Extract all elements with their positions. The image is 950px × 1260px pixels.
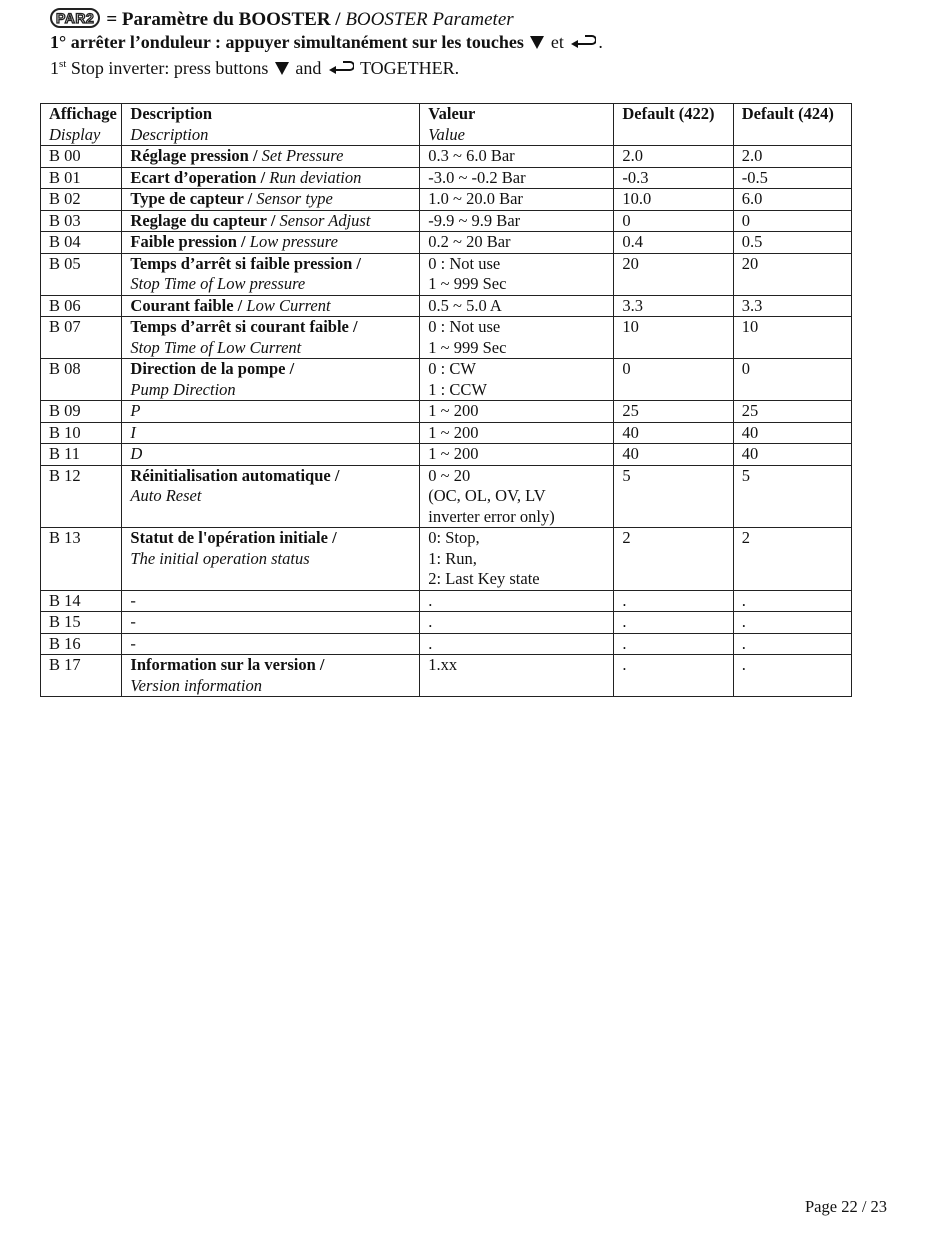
cell-description: - (122, 633, 420, 655)
instruction-english-sup: st (59, 58, 67, 70)
cell-default-424: 2.0 (733, 146, 851, 168)
cell-display-code: B 12 (41, 465, 122, 528)
cell-description: Réinitialisation automatique / Auto Reset (122, 465, 420, 528)
cell-display-code: B 02 (41, 189, 122, 211)
cell-default-422: 40 (614, 444, 733, 466)
cell-default-422: -0.3 (614, 167, 733, 189)
cell-default-422: 2.0 (614, 146, 733, 168)
cell-description: Direction de la pompe / Pump Direction (122, 359, 420, 401)
instruction-french (50, 31, 910, 53)
cell-description: - (122, 612, 420, 634)
cell-value: -9.9 ~ 9.9 Bar (420, 210, 614, 232)
cell-default-422: 3.3 (614, 295, 733, 317)
cell-value: 0: Stop, 1: Run, 2: Last Key state (420, 528, 614, 591)
instruction-english-and: and (295, 58, 322, 78)
cell-value: 0 : Not use 1 ~ 999 Sec (420, 317, 614, 359)
header-default-422: Default (422) (614, 104, 733, 146)
instruction-french-text: 1° arrêter l’onduleur : appuyer simultanément sur les touches (50, 32, 524, 52)
cell-display-code: B 06 (41, 295, 122, 317)
cell-value: 0 : Not use 1 ~ 999 Sec (420, 253, 614, 295)
table-body (41, 146, 852, 697)
cell-default-422: . (614, 633, 733, 655)
page-number: Page 22 / 23 (805, 1197, 888, 1216)
cell-value: 0.5 ~ 5.0 A (420, 295, 614, 317)
cell-value: . (420, 612, 614, 634)
table-row (41, 146, 852, 168)
instruction-english (50, 53, 910, 79)
cell-description: Information sur la version / Version information (122, 655, 420, 697)
header-display: Affichage Display (41, 104, 122, 146)
cell-default-424: 5 (733, 465, 851, 528)
cell-default-424: . (733, 655, 851, 697)
instruction-english-prefix: 1 (50, 58, 59, 78)
down-arrow-icon (530, 36, 544, 49)
cell-display-code: B 09 (41, 401, 122, 423)
cell-display-code: B 07 (41, 317, 122, 359)
table-header-row (41, 104, 852, 146)
cell-description: Statut de l'opération initiale / The initial operation status (122, 528, 420, 591)
page-header (50, 8, 910, 79)
header-default-424: Default (424) (733, 104, 851, 146)
cell-value: 1 ~ 200 (420, 422, 614, 444)
table-row (41, 655, 852, 697)
cell-default-424: . (733, 590, 851, 612)
cell-value: 1.0 ~ 20.0 Bar (420, 189, 614, 211)
cell-value: . (420, 633, 614, 655)
table-row (41, 295, 852, 317)
cell-default-424: 0 (733, 359, 851, 401)
cell-default-424: 6.0 (733, 189, 851, 211)
cell-description: Réglage pression / Set Pressure (122, 146, 420, 168)
cell-description: I (122, 422, 420, 444)
cell-default-422: 20 (614, 253, 733, 295)
cell-default-424: 25 (733, 401, 851, 423)
cell-default-422: . (614, 590, 733, 612)
table-row (41, 359, 852, 401)
title-english: BOOSTER Parameter (345, 9, 514, 30)
cell-default-422: 25 (614, 401, 733, 423)
table-row (41, 253, 852, 295)
cell-description: Temps d’arrêt si faible pression / Stop Time of Low pressure (122, 253, 420, 295)
title-line (50, 8, 910, 31)
instruction-french-end: . (598, 32, 603, 52)
instruction-french-et: et (550, 32, 564, 52)
cell-default-422: 10 (614, 317, 733, 359)
cell-default-424: 20 (733, 253, 851, 295)
cell-display-code: B 11 (41, 444, 122, 466)
cell-default-424: 10 (733, 317, 851, 359)
cell-default-422: 2 (614, 528, 733, 591)
instruction-english-text: Stop inverter: press buttons (66, 58, 269, 78)
cell-value: 0 ~ 20 (OC, OL, OV, LV inverter error only) (420, 465, 614, 528)
cell-default-424: 40 (733, 422, 851, 444)
booster-parameter-table (40, 103, 852, 697)
cell-default-422: 0.4 (614, 232, 733, 254)
cell-default-422: 10.0 (614, 189, 733, 211)
cell-default-422: . (614, 612, 733, 634)
cell-display-code: B 01 (41, 167, 122, 189)
cell-display-code: B 04 (41, 232, 122, 254)
cell-value: 1 ~ 200 (420, 401, 614, 423)
cell-default-422: 0 (614, 359, 733, 401)
cell-value: -3.0 ~ -0.2 Bar (420, 167, 614, 189)
cell-display-code: B 03 (41, 210, 122, 232)
cell-display-code: B 14 (41, 590, 122, 612)
cell-default-424: -0.5 (733, 167, 851, 189)
cell-default-424: . (733, 633, 851, 655)
cell-default-422: . (614, 655, 733, 697)
par2-badge: PAR2 (50, 8, 100, 28)
cell-description: Ecart d’operation / Run deviation (122, 167, 420, 189)
cell-default-424: 0.5 (733, 232, 851, 254)
title-french: = Paramètre du BOOSTER / (106, 9, 346, 30)
cell-description: Type de capteur / Sensor type (122, 189, 420, 211)
cell-default-422: 40 (614, 422, 733, 444)
cell-default-424: 2 (733, 528, 851, 591)
cell-value: 1 ~ 200 (420, 444, 614, 466)
header-value: Valeur Value (420, 104, 614, 146)
table-row (41, 465, 852, 528)
table-row (41, 189, 852, 211)
cell-value: 0.3 ~ 6.0 Bar (420, 146, 614, 168)
cell-default-424: 40 (733, 444, 851, 466)
table-row (41, 422, 852, 444)
cell-display-code: B 13 (41, 528, 122, 591)
cell-display-code: B 15 (41, 612, 122, 634)
cell-default-424: . (733, 612, 851, 634)
cell-description: Reglage du capteur / Sensor Adjust (122, 210, 420, 232)
cell-value: 0 : CW 1 : CCW (420, 359, 614, 401)
cell-default-424: 0 (733, 210, 851, 232)
table-row (41, 528, 852, 591)
cell-display-code: B 05 (41, 253, 122, 295)
cell-description: Faible pression / Low pressure (122, 232, 420, 254)
table-row (41, 590, 852, 612)
table-row (41, 633, 852, 655)
down-arrow-icon (275, 62, 289, 75)
enter-key-icon (570, 34, 596, 50)
enter-key-icon (328, 60, 354, 76)
cell-description: P (122, 401, 420, 423)
cell-display-code: B 10 (41, 422, 122, 444)
cell-value: 0.2 ~ 20 Bar (420, 232, 614, 254)
table-row (41, 401, 852, 423)
table-row (41, 210, 852, 232)
table-row (41, 612, 852, 634)
cell-default-422: 5 (614, 465, 733, 528)
cell-display-code: B 17 (41, 655, 122, 697)
table-row (41, 167, 852, 189)
cell-value: 1.xx (420, 655, 614, 697)
table-row (41, 444, 852, 466)
cell-description: Temps d’arrêt si courant faible / Stop Time of Low Current (122, 317, 420, 359)
cell-default-422: 0 (614, 210, 733, 232)
instruction-english-end: TOGETHER. (360, 58, 460, 78)
cell-display-code: B 08 (41, 359, 122, 401)
cell-display-code: B 00 (41, 146, 122, 168)
table-row (41, 317, 852, 359)
cell-description: - (122, 590, 420, 612)
cell-display-code: B 16 (41, 633, 122, 655)
cell-value: . (420, 590, 614, 612)
table-row (41, 232, 852, 254)
header-description: Description Description (122, 104, 420, 146)
cell-description: D (122, 444, 420, 466)
cell-default-424: 3.3 (733, 295, 851, 317)
cell-description: Courant faible / Low Current (122, 295, 420, 317)
